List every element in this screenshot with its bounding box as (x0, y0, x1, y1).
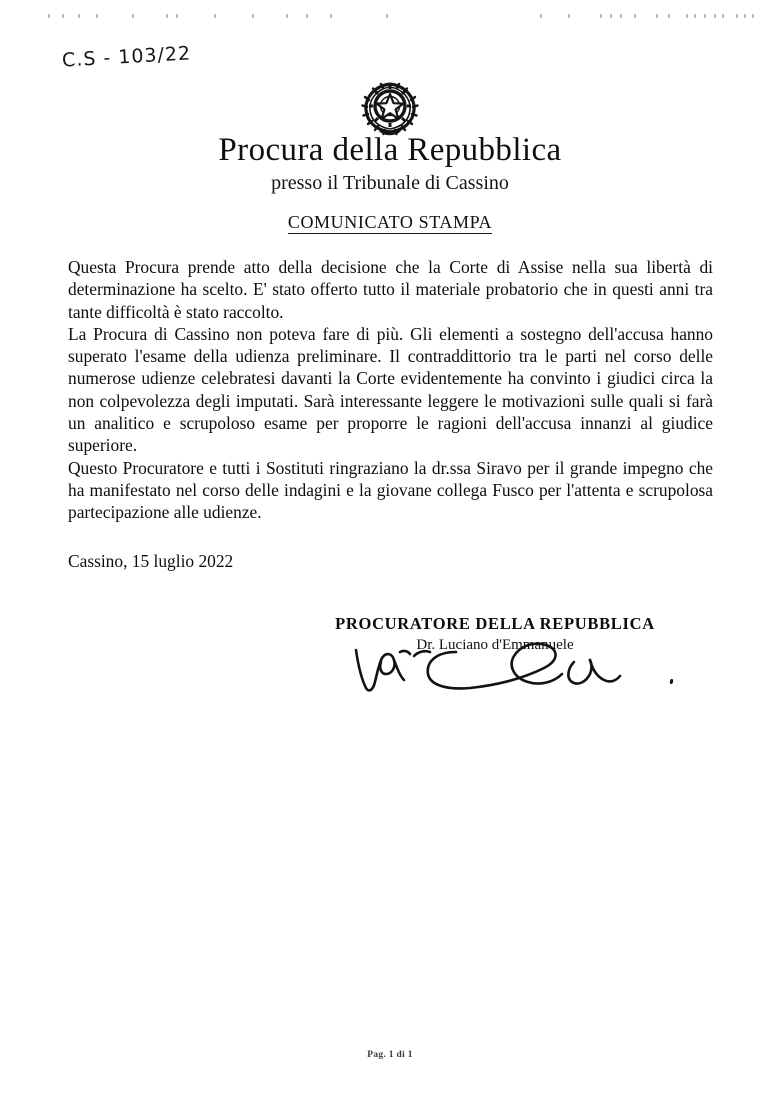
signatory-title: PROCURATORE DELLA REPUBBLICA (335, 614, 655, 633)
handwritten-protocol-number: C.S - 103/22 (61, 42, 192, 72)
document-body (68, 256, 713, 524)
body-paragraph: Questo Procuratore e tutti i Sostituti ringraziano la dr.ssa Siravo per il grande impegno che ha manifestato nel corso delle indagini e la giovane collega Fusco per l'attenta e scrupolosa partecipazione alle udienze. (68, 457, 713, 523)
body-paragraph: Questa Procura prende atto della decisione che la Corte di Assise nella sua libertà di determinazione ha scelto. E' stato offerto tutto il materiale probatorio che in questi anni tra tante difficoltà è stato raccolto. (68, 257, 713, 322)
document-kind-label: COMUNICATO STAMPA (287, 212, 493, 232)
office-name: Procura della Repubblica (218, 132, 562, 168)
masthead (0, 133, 780, 195)
office-subtitle: presso il Tribunale di Cassino (271, 171, 509, 194)
italian-republic-emblem-icon (358, 78, 422, 136)
signature-ink-mark (670, 679, 674, 685)
signature-block (330, 614, 660, 654)
dateline: Cassino, 15 luglio 2022 (68, 551, 234, 571)
body-paragraph: La Procura di Cassino non poteva fare di più. Gli elementi a sostegno dell'accusa hanno superato l'esame della udienza preliminare. Il contraddittorio tra le parti nel corso delle numerose udienze celebratesi davanti la Corte evidentemente ha convinto i giudici circa la non colpevolezza degli imputati. Sarà interessante leggere le motivazioni sulle quali si farà un analitico e scrupoloso esame per proporre le ragioni dell'accusa innanzi al giudice superiore. (68, 323, 713, 456)
page-footer: Pag. 1 di 1 (367, 1050, 413, 1060)
scan-artifact-row (0, 14, 780, 22)
document-kind-heading (0, 212, 780, 233)
signatory-name: Dr. Luciano d'Emmanuele (416, 637, 574, 653)
